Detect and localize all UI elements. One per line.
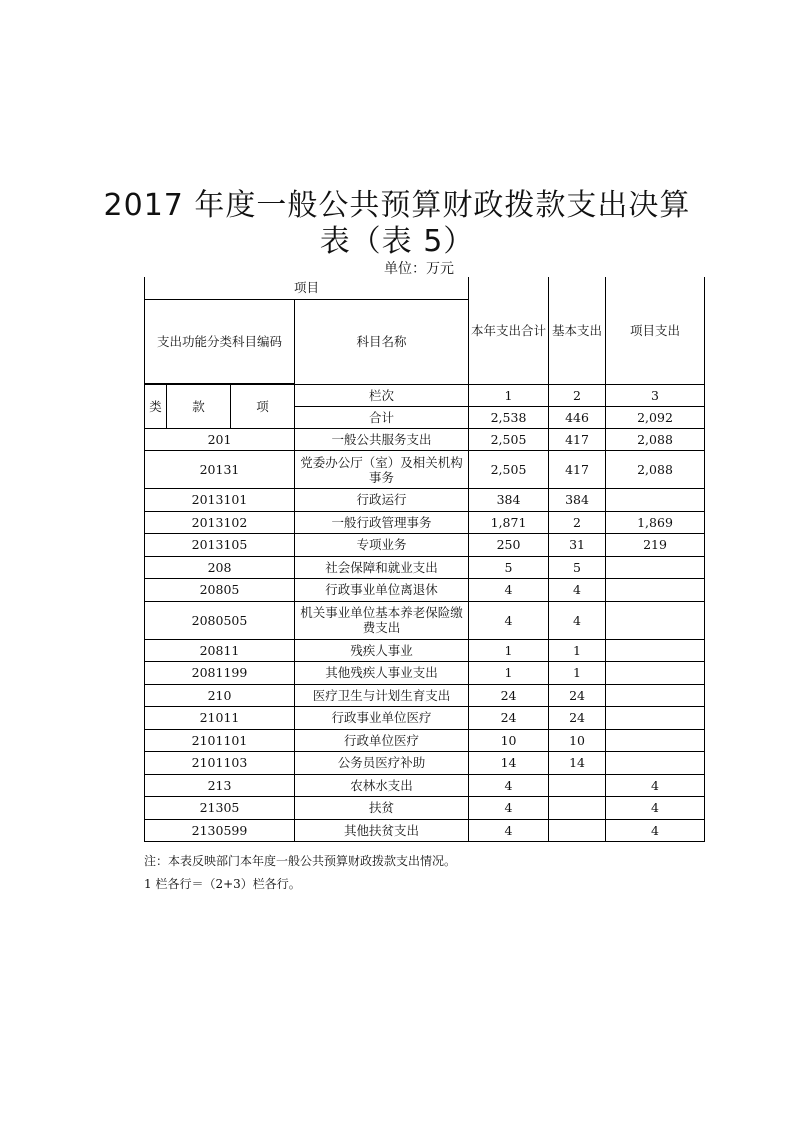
row-basic: 14 (549, 752, 606, 775)
row-total: 384 (469, 489, 549, 512)
row-project (606, 601, 705, 639)
row-name: 行政运行 (295, 489, 469, 512)
lanci-3: 3 (606, 384, 705, 406)
row-name: 党委办公厅（室）及相关机构事务 (295, 451, 469, 489)
row-project: 1,869 (606, 511, 705, 534)
row-name: 残疾人事业 (295, 639, 469, 662)
row-basic: 4 (549, 601, 606, 639)
table-row (145, 489, 705, 512)
row-name: 专项业务 (295, 534, 469, 557)
lanci-2: 2 (549, 384, 606, 406)
row-project (606, 556, 705, 579)
row-total: 24 (469, 684, 549, 707)
row-total: 4 (469, 579, 549, 602)
row-basic: 384 (549, 489, 606, 512)
row-project (606, 729, 705, 752)
row-code: 210 (145, 684, 295, 707)
row-code: 2013105 (145, 534, 295, 557)
unit-label: 单位：万元 (384, 261, 454, 277)
row-basic: 5 (549, 556, 606, 579)
row-total: 4 (469, 774, 549, 797)
row-code: 2130599 (145, 819, 295, 842)
sum-total: 2,538 (469, 406, 549, 428)
table-row (145, 451, 705, 489)
table-row (145, 534, 705, 557)
row-code: 2013102 (145, 511, 295, 534)
row-project (606, 707, 705, 730)
footnote-1: 注：本表反映部门本年度一般公共预算财政拨款支出情况。 (144, 854, 457, 868)
header-col-total: 本年支出合计 (469, 277, 549, 384)
lanci-label: 栏次 (295, 384, 469, 406)
row-basic: 417 (549, 451, 606, 489)
row-project: 4 (606, 774, 705, 797)
row-total: 5 (469, 556, 549, 579)
table-row (145, 752, 705, 775)
row-basic: 1 (549, 662, 606, 685)
row-name: 农林水支出 (295, 774, 469, 797)
header-col-project: 项目支出 (606, 277, 705, 384)
row-name: 医疗卫生与计划生育支出 (295, 684, 469, 707)
row-name: 机关事业单位基本养老保险缴费支出 (295, 601, 469, 639)
header-project: 项目 (145, 277, 469, 299)
row-total: 2,505 (469, 451, 549, 489)
row-basic: 24 (549, 707, 606, 730)
table-row (145, 729, 705, 752)
table-row (145, 707, 705, 730)
row-basic: 1 (549, 639, 606, 662)
table-row (145, 601, 705, 639)
table-row (145, 511, 705, 534)
sum-label: 合计 (295, 406, 469, 428)
row-project: 2,088 (606, 428, 705, 451)
row-total: 4 (469, 601, 549, 639)
row-total: 1,871 (469, 511, 549, 534)
row-code: 2101103 (145, 752, 295, 775)
row-name: 行政单位医疗 (295, 729, 469, 752)
row-basic (549, 819, 606, 842)
row-name: 社会保障和就业支出 (295, 556, 469, 579)
row-project: 219 (606, 534, 705, 557)
row-code: 20805 (145, 579, 295, 602)
row-total: 24 (469, 707, 549, 730)
row-code: 20811 (145, 639, 295, 662)
row-code: 2101101 (145, 729, 295, 752)
lanci-1: 1 (469, 384, 549, 406)
row-code: 208 (145, 556, 295, 579)
row-basic: 31 (549, 534, 606, 557)
table-row (145, 662, 705, 685)
row-basic: 2 (549, 511, 606, 534)
row-name: 行政事业单位医疗 (295, 707, 469, 730)
table-row (145, 556, 705, 579)
row-project (606, 489, 705, 512)
row-total: 14 (469, 752, 549, 775)
table-row (145, 819, 705, 842)
row-code: 21305 (145, 797, 295, 820)
row-code: 2081199 (145, 662, 295, 685)
row-code: 2080505 (145, 601, 295, 639)
row-project (606, 752, 705, 775)
row-basic: 10 (549, 729, 606, 752)
sum-project: 2,092 (606, 406, 705, 428)
sum-basic: 446 (549, 406, 606, 428)
header-name-label: 科目名称 (295, 299, 469, 384)
row-basic: 24 (549, 684, 606, 707)
row-basic: 4 (549, 579, 606, 602)
page-title-line1: 2017 年度一般公共预算财政拨款支出决算 (103, 188, 691, 223)
row-name: 一般行政管理事务 (295, 511, 469, 534)
row-total: 4 (469, 797, 549, 820)
row-project (606, 639, 705, 662)
row-basic (549, 797, 606, 820)
header-cat-lei: 类 (145, 384, 167, 428)
budget-table (144, 277, 705, 842)
row-project (606, 579, 705, 602)
table-row (145, 579, 705, 602)
header-col-basic: 基本支出 (549, 277, 606, 384)
row-project: 4 (606, 797, 705, 820)
row-code: 2013101 (145, 489, 295, 512)
page-title-line2: 表（表 5） (319, 224, 475, 259)
table-row (145, 639, 705, 662)
row-name: 一般公共服务支出 (295, 428, 469, 451)
row-total: 2,505 (469, 428, 549, 451)
header-cat-xiang: 项 (231, 384, 295, 428)
footnote-2: 1 栏各行＝（2+3）栏各行。 (144, 877, 301, 891)
header-cat-kuan: 款 (167, 384, 231, 428)
row-code: 20131 (145, 451, 295, 489)
table-row (145, 797, 705, 820)
row-name: 扶贫 (295, 797, 469, 820)
header-code-label: 支出功能分类科目编码 (145, 299, 295, 383)
table-row (145, 684, 705, 707)
table-row (145, 428, 705, 451)
row-code: 201 (145, 428, 295, 451)
row-code: 21011 (145, 707, 295, 730)
row-project: 2,088 (606, 451, 705, 489)
row-total: 250 (469, 534, 549, 557)
row-basic (549, 774, 606, 797)
row-total: 10 (469, 729, 549, 752)
row-project (606, 684, 705, 707)
row-name: 其他残疾人事业支出 (295, 662, 469, 685)
row-project: 4 (606, 819, 705, 842)
row-name: 公务员医疗补助 (295, 752, 469, 775)
row-name: 其他扶贫支出 (295, 819, 469, 842)
table-row (145, 774, 705, 797)
row-basic: 417 (549, 428, 606, 451)
row-total: 1 (469, 662, 549, 685)
row-name: 行政事业单位离退休 (295, 579, 469, 602)
row-project (606, 662, 705, 685)
row-total: 4 (469, 819, 549, 842)
row-total: 1 (469, 639, 549, 662)
row-code: 213 (145, 774, 295, 797)
